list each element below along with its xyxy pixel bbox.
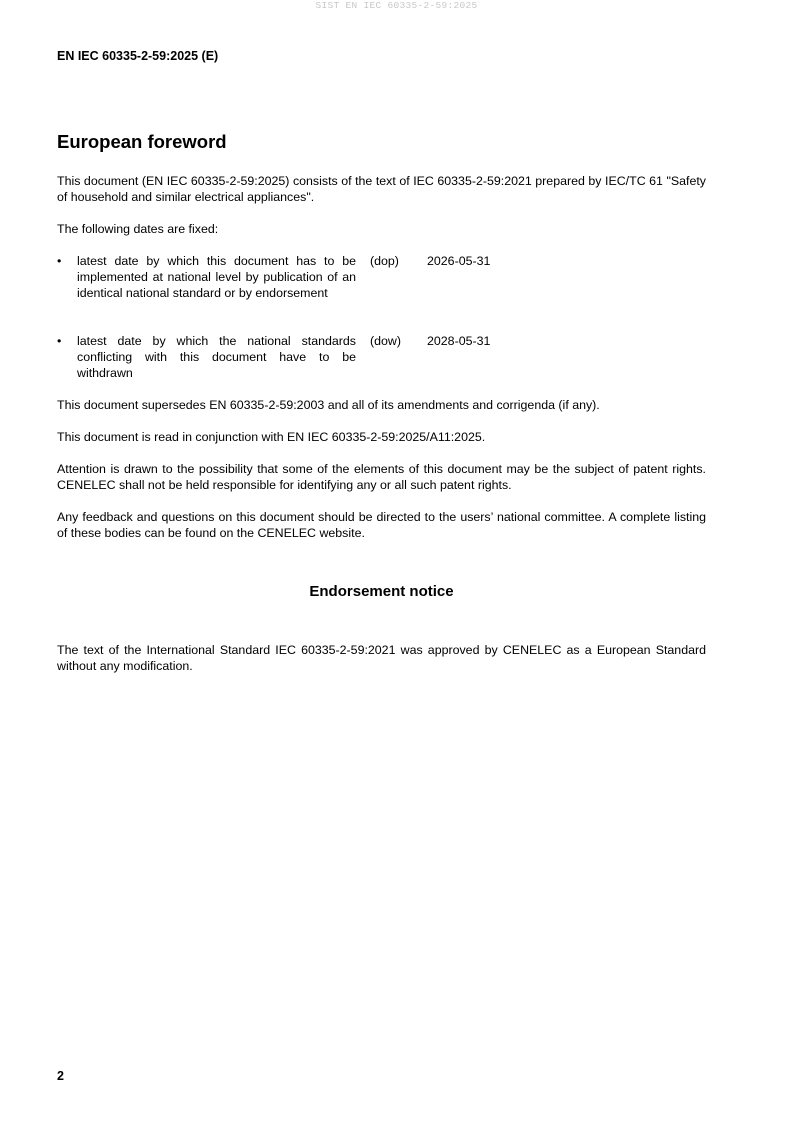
feedback-paragraph: Any feedback and questions on this document should be directed to the users’ national committee. A complete listing of these bodies can be found on the CENELEC website. <box>57 510 706 540</box>
watermark: SIST EN IEC 60335-2-59:2025 <box>315 0 478 11</box>
document-identifier: EN IEC 60335-2-59:2025 (E) <box>57 49 219 63</box>
dates-intro: The following dates are fixed: <box>57 222 219 236</box>
patent-paragraph: Attention is drawn to the possibility that some of the elements of this document may be the subject of patent rights. CENELEC shall not be held responsible for identifying any or all such patent rights. <box>57 462 706 492</box>
endorsement-text: The text of the International Standard IEC 60335-2-59:2021 was approved by CENELEC as a European Standard without any modification. <box>57 643 706 673</box>
endorsement-title: Endorsement notice <box>309 583 454 600</box>
supersedes-paragraph: This document supersedes EN 60335-2-59:2003 and all of its amendments and corrigenda (if any). <box>57 398 600 412</box>
date-item-code: (dow) <box>370 334 401 348</box>
date-item-date: 2028-05-31 <box>427 334 491 348</box>
conjunction-paragraph: This document is read in conjunction with EN IEC 60335-2-59:2025/A11:2025. <box>57 430 486 444</box>
date-item-code: (dop) <box>370 254 399 268</box>
bullet-marker: • <box>57 254 62 268</box>
date-item-text: latest date by which this document has to be implemented at national level by publication of an identical national standard or by endorsement <box>77 254 356 300</box>
date-item-text: latest date by which the national standards conflicting with this document have to be withdrawn <box>77 334 356 380</box>
foreword-intro: This document (EN IEC 60335-2-59:2025) consists of the text of IEC 60335-2-59:2021 prepared by IEC/TC 61 "Safety of household and similar electrical appliances". <box>57 174 706 204</box>
bullet-marker: • <box>57 334 62 348</box>
date-item-date: 2026-05-31 <box>427 254 491 268</box>
foreword-title: European foreword <box>57 131 227 152</box>
page-number: 2 <box>57 1069 64 1083</box>
